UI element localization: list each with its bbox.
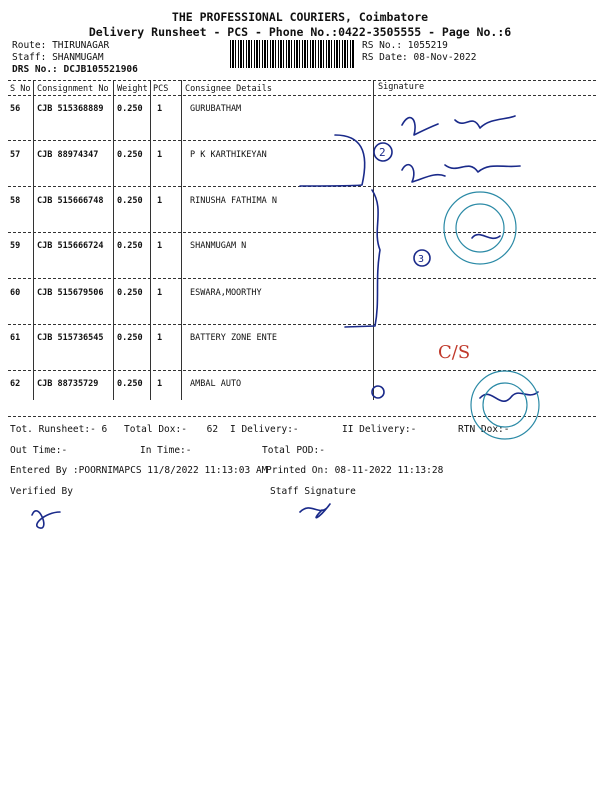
company-title: THE PROFESSIONAL COURIERS, Coimbatore [171, 10, 429, 24]
row-consignee: AMBAL AUTO [190, 379, 242, 389]
staff-value: SHANMUGAM [52, 52, 104, 63]
staff-label: Staff: [12, 52, 47, 63]
row-pcs: 1 [157, 150, 163, 160]
out-time: Out Time:- [10, 445, 68, 456]
row-weight: 0.250 [117, 241, 143, 251]
i-delivery: I Delivery:- [230, 424, 299, 435]
row-consignment: CJB 515736545 [37, 333, 104, 343]
row-consignee: RINUSHA FATHIMA N [190, 196, 277, 206]
staff-signature-label: Staff Signature [270, 486, 356, 497]
row-consignment: CJB 515679506 [37, 288, 104, 298]
row-consignee: BATTERY ZONE ENTE [190, 333, 277, 343]
drs-label: DRS No.: [12, 64, 58, 75]
signature-scribble [402, 118, 438, 135]
signature-scribble [455, 116, 515, 128]
small-stamp [372, 386, 384, 398]
row-consignee: SHANMUGAM N [190, 241, 247, 251]
row-weight: 0.250 [117, 196, 143, 206]
row-sno: 62 [10, 379, 21, 389]
ink-bracket-line [300, 135, 365, 186]
row-consignment: CJB 515666748 [37, 196, 104, 206]
signature-scribble [472, 235, 500, 239]
route-label: Route: [12, 40, 47, 51]
row-sno: 57 [10, 150, 21, 160]
col-header-pcs: PCS [153, 84, 169, 94]
rs-no-value: 1055219 [407, 40, 448, 51]
signature-scribble [480, 392, 538, 401]
row-consignment: CJB 515666724 [37, 241, 104, 251]
col-header-weight: Weight [117, 84, 148, 94]
row-weight: 0.250 [117, 288, 143, 298]
ink-bracket-line [345, 190, 380, 327]
verified-by: Verified By [10, 486, 73, 497]
row-sno: 56 [10, 104, 21, 114]
row-pcs: 1 [157, 288, 163, 298]
row-consignment: CJB 515368889 [37, 104, 104, 114]
rs-date-value: 08-Nov-2022 [413, 52, 477, 63]
row-consignment: CJB 88735729 [37, 379, 99, 389]
signature-scribble [445, 165, 520, 172]
row-weight: 0.250 [117, 333, 143, 343]
cs-annotation: C/S [438, 342, 471, 363]
rs-date-label: RS Date: [362, 52, 408, 63]
row-consignment: CJB 88974347 [37, 150, 99, 160]
staff-signature-scribble [300, 504, 330, 518]
in-time: In Time:- [140, 445, 192, 456]
row-consignee: P K KARTHIKEYAN [190, 150, 267, 160]
signature-scribble [402, 165, 445, 182]
entered-by: Entered By :POORNIMAPCS 11/8/2022 11:13:03 AM [10, 465, 268, 476]
company-seal [471, 371, 539, 439]
company-seal-inner [483, 383, 527, 427]
row-weight: 0.250 [117, 379, 143, 389]
col-header-consignee: Consignee Details [185, 84, 272, 94]
tot-runsheet: Tot. Runsheet:- 6 [10, 424, 108, 435]
row-pcs: 1 [157, 379, 163, 389]
row-sno: 61 [10, 333, 21, 343]
printed-on: Printed On: 08-11-2022 11:13:28 [266, 465, 444, 476]
verified-signature [32, 511, 60, 528]
row-consignee: GURUBATHAM [190, 104, 242, 114]
row-sno: 58 [10, 196, 21, 206]
row-weight: 0.250 [117, 150, 143, 160]
row-sno: 59 [10, 241, 21, 251]
row-consignee: ESWARA,MOORTHY [190, 288, 262, 298]
circled-number-2-text: 2 [379, 146, 386, 159]
col-header-sno: S No [10, 84, 31, 94]
runsheet-subtitle: Delivery Runsheet - PCS - Phone No.:0422-3505555 - Page No.:6 [88, 25, 512, 39]
total-dox-value: 62 [206, 424, 219, 435]
company-seal-inner [456, 204, 504, 252]
ii-delivery: II Delivery:- [342, 424, 417, 435]
row-pcs: 1 [157, 241, 163, 251]
row-pcs: 1 [157, 333, 163, 343]
row-pcs: 1 [157, 196, 163, 206]
route-value: THIRUNAGAR [52, 40, 110, 51]
total-pod: Total POD:- [262, 445, 325, 456]
col-header-consignment: Consignment No [37, 84, 109, 94]
circled-number-3-text: 3 [418, 254, 425, 265]
company-seal [444, 192, 516, 264]
row-pcs: 1 [157, 104, 163, 114]
rtn-dox: RTN Dox:- [458, 424, 510, 435]
col-header-signature: Signature [378, 82, 425, 92]
row-weight: 0.250 [117, 104, 143, 114]
total-dox-label: Total Dox:- [124, 424, 187, 435]
row-sno: 60 [10, 288, 21, 298]
rs-no-label: RS No.: [362, 40, 403, 51]
drs-value: DCJB105521906 [63, 64, 138, 75]
